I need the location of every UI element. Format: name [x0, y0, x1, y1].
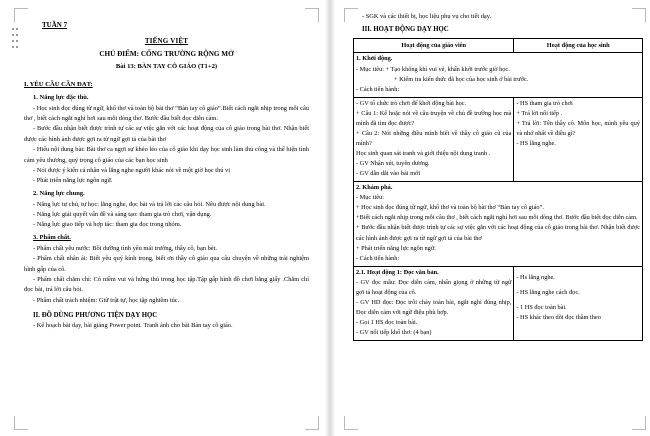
theme-title: CHỦ ĐIỂM: CỔNG TRƯỜNG RỘNG MỞ [99, 50, 234, 59]
paragraph: - Phẩm chất yêu nước: Bồi dưỡng tình yêu mái trường, thầy cô, bạn bèt. [33, 244, 217, 252]
cell-line: - GV đọc mẫu: Đọc diễn cảm, nhấn giọng ở những từ ngữ gợi tả hoạt động của cô. [356, 278, 512, 296]
section-3-heading: III. HOẠT ĐỘNG DẠY HỌC [362, 26, 449, 34]
gutter-dot-marks [12, 28, 18, 50]
right-page-content [353, 12, 643, 341]
table-row [354, 182, 643, 267]
paragraph: - Bước đầu nhận biết được trình tự các sự việc gắn với các hoạt động của cô giáo trong bài thơ. Nhận biết được các hình ảnh được gợi ra từ ngữ gợi tả của bài thơ [24, 125, 309, 143]
cell-line: - Cách tiến hành: [356, 85, 400, 93]
paragraph: - Phẩm chất chăm chỉ: Có niềm vui và hứng thú trong học tập.Tập gấp hình đồ chơi bằng giấy .Chăm chỉ đọc bài, trả lời câu hỏi. [24, 275, 309, 294]
activity-subheading: 2.1. Hoạt động 1: Đọc văn bản. [356, 268, 439, 276]
cell-line: - GV tổ chức trò chơi để khởi động bài học. [356, 99, 467, 107]
cell-line: - HS khác theo dõi đọc thầm theo [516, 313, 601, 321]
paragraph: - Phẩm chất trách nhiệm: Giữ trật tự, học tập nghiêm túc. [33, 296, 180, 304]
cell-line: +Biết cách ngắt nhịp trong mỗi câu thơ , biết cách ngắt nghỉ hơi sau mỗi dòng thơ. Bước đầu biết đọc diễn cảm. [356, 214, 638, 222]
cell-line: + Học sinh đọc đúng từ ngữ, khổ thơ và toàn bộ bài thơ “Bàn tay cô giáo”. [356, 204, 544, 212]
cell-line: + Bước đầu nhận biết được trình tự các sự việc gắn với các hoạt động của cô giáo trong bài thơ. Nhận biết được các hình ảnh được gợi ra từ ngữ gợi tả của bài thơ [356, 224, 640, 242]
cell-line: - Gọi 1 HS đọc toàn bài. [356, 319, 418, 326]
cell-line: - GV dẫn dắt vào bài mới [356, 170, 421, 178]
heading-nang-luc-dac-thu: 1. Năng lực đặc thù. [33, 94, 89, 102]
page-gutter-divider [325, 0, 335, 436]
paragraph: - Kế hoạch bài dạy, bài giảng Power point. Tranh ảnh cho bài Bàn tay cô giáo. [33, 322, 233, 330]
section-2-heading: II. ĐỒ DÙNG PHƯƠNG TIỆN DẠY HỌC [33, 312, 158, 320]
teacher-activity-cell [354, 266, 514, 340]
objective-cell-kham-pha [354, 182, 643, 267]
paragraph: - Nói được ý kiến cá nhân và lắng nghe người khác nói về một giờ học thú vị [33, 166, 231, 174]
paragraph: - SGK và các thiết bị, học liệu phụ vụ cho tiết dạy. [362, 13, 492, 20]
cell-line: Học sinh quan sát tranh và giới thiệu nội dung tranh . [356, 150, 491, 157]
cell-line: - HS tham gia trò chơi [516, 99, 573, 107]
margin-guide-bottom-right [632, 416, 646, 430]
subject-title: TIẾNG VIỆT [144, 37, 189, 46]
cell-line: 1. Khởi động. [356, 55, 393, 63]
teaching-activities-table [353, 38, 643, 341]
student-activity-cell [514, 97, 643, 182]
section-1-heading: I. YÊU CẦU CẦN ĐẠT: [24, 80, 93, 88]
table-header-row [354, 39, 643, 53]
margin-guide-bottom-left [344, 416, 358, 430]
paragraph: - Hiểu nội dung bài: Bài thơ ca ngợi sự khéo léo của cô giáo khi dạy học sinh làm thủ công và thể hiện tình cảm yêu thương, quý trọng cô giáo của các bạn học sinh [24, 146, 309, 164]
cell-line: + Câu 1: Kể hoặc nói về câu truyện về chủ đề trường học mà mình đã tìm đọc được? [356, 109, 512, 127]
paragraph: - Năng lực tự chủ, tự học: lắng nghe, đọc bài và trả lời các câu hỏi. Nêu được nội dung bài. [33, 200, 266, 208]
column-header-teacher: Hoạt động của giáo viên [354, 39, 514, 53]
document-page-right [335, 0, 650, 436]
student-activity-cell [514, 266, 643, 340]
table-row [354, 266, 643, 340]
objective-cell-khoi-dong [354, 53, 643, 97]
table-row [354, 97, 643, 182]
heading-nang-luc-chung: 2. Năng lực chung. [33, 190, 85, 198]
paragraph: - Năng lực giao tiếp và hợp tác: tham gia đọc trong nhóm. [33, 221, 182, 229]
lesson-title: Bài 13: BÀN TAY CÔ GIÁO (T1+2) [115, 63, 218, 71]
paragraph: - Phẩm chất nhân ái: Biết yêu quý kính trọng, biết ơn thầy cô giáo qua câu chuyện về những trải nghiệm hình gấp của cô. [24, 255, 309, 273]
cell-line: 2. Khám phá. [356, 184, 393, 192]
table-row [354, 53, 643, 97]
paragraph: - Học sinh đọc đúng từ ngữ, khổ thơ và toàn bộ bài thơ “Bàn tay cô giáo”.Biết cách ngắt nhịp trong mỗi câu thơ , biết cách ngắt nghỉ hơi sau mỗi dòng thơ. Bước đầu biết đọc diễn cảm. [24, 104, 309, 123]
cell-line: - GV Nhận xét, tuyên dương. [356, 160, 430, 168]
cell-line: - GV HD đọc: Đọc trôi chảy toàn bài, ngắt nghỉ đúng nhịp, Đọc diễn cảm với ngữ điệu phù hợp. [356, 298, 512, 316]
cell-line: + Phát triển năng lực ngôn ngữ. [356, 244, 436, 252]
cell-line: - Mục tiêu: [356, 194, 384, 202]
cell-line: - HS lắng nghe. [516, 139, 556, 147]
margin-guide-bottom-left [14, 416, 28, 430]
cell-line: + Trả lời nối tiếp . [516, 109, 563, 117]
paragraph: - Phát triển năng lực ngôn ngữ. [33, 177, 113, 185]
left-page-content [24, 20, 309, 331]
cell-line: - Hs lắng nghe. [516, 273, 555, 281]
heading-pham-chat: 3. Phẩm chất. [33, 234, 71, 242]
paragraph: - Năng lực giải quyết vấn đề và sáng tạo: tham gia trò chơi, vận dụng. [33, 211, 212, 219]
cell-line: + Kiểm tra kiến thức đã học của học sinh ở bài trước. [394, 75, 529, 83]
cell-line: - Cách tiến hành: [356, 254, 400, 262]
teacher-activity-cell [354, 97, 514, 182]
column-header-student: Hoạt động của học sinh [514, 39, 643, 53]
cell-line: - Mục tiêu: + Tạo không khí vui vẻ, khấn khởi trước giờ học. [356, 65, 510, 73]
margin-guide-bottom-right [305, 416, 319, 430]
cell-line: + Câu 2: Nói những điều mình biết về thầy cô giáo cũ của mình? [356, 129, 512, 147]
cell-line: - GV nối tiếp khổ thơ: (4 bạn) [356, 329, 432, 337]
week-label: TUẦN 7 [42, 21, 68, 29]
cell-line: - HS lắng nghe cách đọc. [516, 288, 580, 296]
title-block [24, 36, 309, 73]
cell-line: - 1 HS đọc toàn bài. [516, 303, 567, 311]
cell-line: + Trả lời: Tên thầy cô. Môn học, mình yêu quý và nhớ nhất về điều gì? [516, 119, 640, 137]
